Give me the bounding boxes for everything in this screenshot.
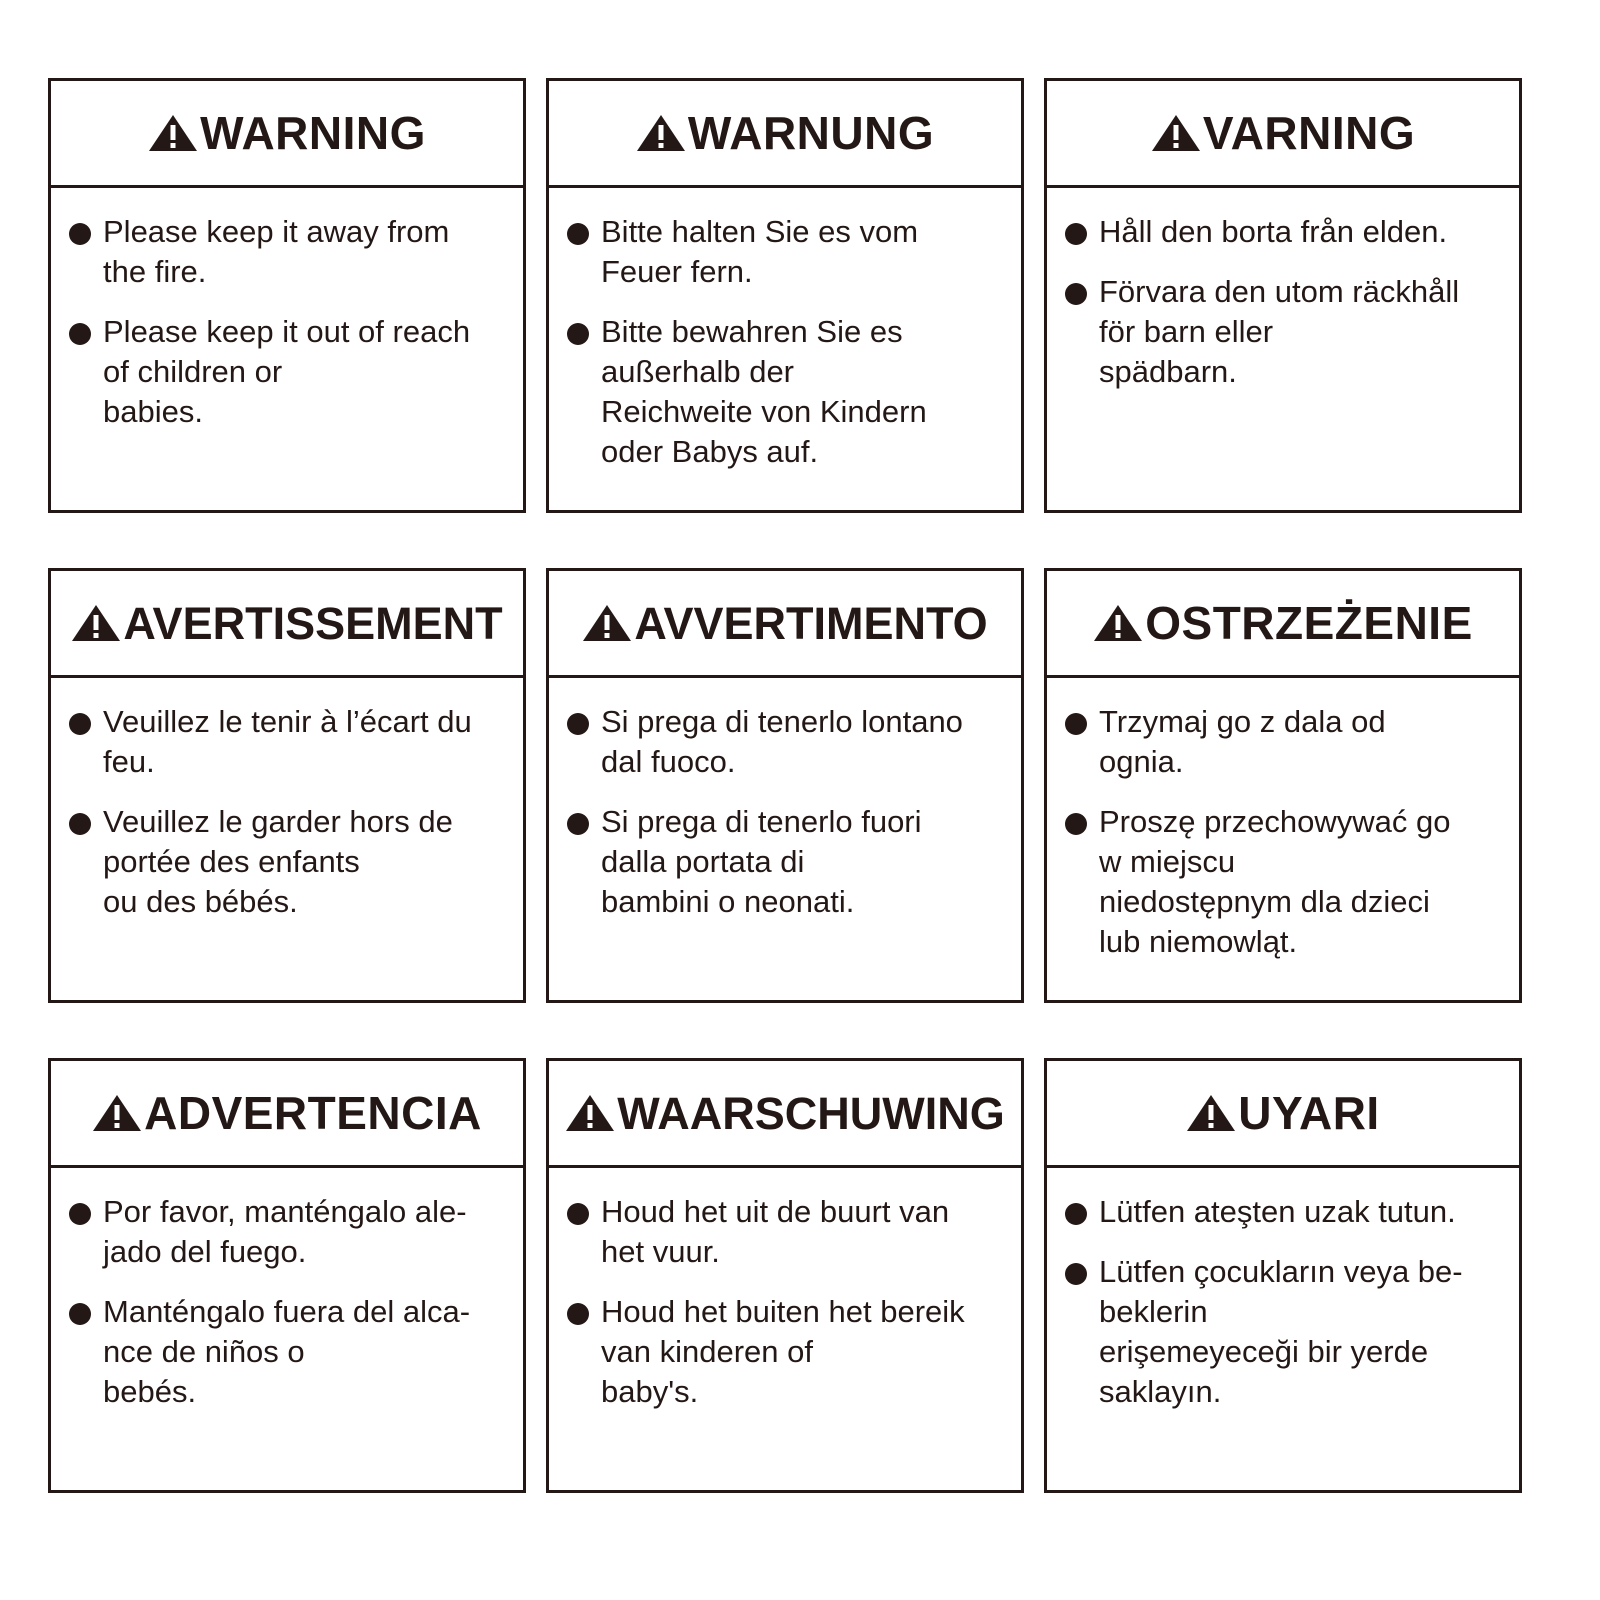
card-title: VARNING xyxy=(1202,107,1416,159)
card-body xyxy=(549,1168,1021,1432)
item-text: Houd het uit de buurt van het vuur. xyxy=(601,1194,950,1269)
item-text: Lütfen ateşten uzak tutun. xyxy=(1099,1194,1456,1229)
warning-card-spanish xyxy=(48,1058,526,1493)
item-text: Trzymaj go z dala od ognia. xyxy=(1099,704,1386,779)
card-body xyxy=(51,1168,523,1432)
item-text: Houd het buiten het bereik van kinderen of baby's. xyxy=(601,1294,965,1409)
bullet-icon xyxy=(1065,1263,1087,1285)
warning-card-french xyxy=(48,568,526,1003)
item-text: Veuillez le tenir à l’écart du feu. xyxy=(103,704,472,779)
card-body xyxy=(1047,678,1519,982)
warning-triangle-icon xyxy=(582,604,632,642)
warning-card-english xyxy=(48,78,526,513)
card-body xyxy=(51,678,523,942)
bullet-icon xyxy=(567,713,589,735)
warning-card-polish xyxy=(1044,568,1522,1003)
list-item xyxy=(1065,1192,1503,1232)
card-title: ADVERTENCIA xyxy=(144,1087,482,1139)
card-header xyxy=(51,1061,523,1168)
item-text: Lütfen çocukların veya be- beklerin erişemeyeceği bir yerde saklayın. xyxy=(1099,1254,1463,1409)
bullet-icon xyxy=(69,1303,91,1325)
bullet-icon xyxy=(69,813,91,835)
item-text: Bitte halten Sie es vom Feuer fern. xyxy=(601,214,919,289)
item-text: Manténgalo fuera del alca- nce de niños o bebés. xyxy=(103,1294,471,1409)
warning-card-german xyxy=(546,78,1024,513)
item-text: Proszę przechowywać go w miejscu niedostępnym dla dzieci lub niemowląt. xyxy=(1099,804,1451,959)
item-text: Please keep it away from the fire. xyxy=(103,214,450,289)
warning-triangle-icon xyxy=(1186,1094,1236,1132)
bullet-icon xyxy=(69,1203,91,1225)
bullet-icon xyxy=(1065,813,1087,835)
item-text: Si prega di tenerlo fuori dalla portata di bambini o neonati. xyxy=(601,804,922,919)
list-item xyxy=(69,312,507,432)
list-item xyxy=(69,1292,507,1412)
bullet-icon xyxy=(69,713,91,735)
list-item xyxy=(567,312,1005,472)
card-body xyxy=(549,188,1021,492)
card-header xyxy=(1047,571,1519,678)
bullet-icon xyxy=(1065,1203,1087,1225)
card-body xyxy=(1047,188,1519,412)
warning-triangle-icon xyxy=(71,604,121,642)
bullet-icon xyxy=(567,1203,589,1225)
warning-triangle-icon xyxy=(565,1094,615,1132)
warning-card-italian xyxy=(546,568,1024,1003)
card-header xyxy=(549,1061,1021,1168)
list-item xyxy=(567,1292,1005,1412)
card-header xyxy=(1047,1061,1519,1168)
warning-labels-grid xyxy=(48,78,1560,1493)
warning-card-dutch xyxy=(546,1058,1024,1493)
card-title: AVERTISSEMENT xyxy=(123,597,503,649)
list-item xyxy=(567,1192,1005,1272)
list-item xyxy=(1065,212,1503,252)
bullet-icon xyxy=(1065,713,1087,735)
bullet-icon xyxy=(69,323,91,345)
bullet-icon xyxy=(567,1303,589,1325)
card-title: WAARSCHUWING xyxy=(617,1087,1005,1139)
card-title: OSTRZEŻENIE xyxy=(1145,597,1473,649)
card-header xyxy=(51,81,523,188)
warning-triangle-icon xyxy=(148,114,198,152)
card-body xyxy=(549,678,1021,942)
item-text: Si prega di tenerlo lontano dal fuoco. xyxy=(601,704,963,779)
warning-triangle-icon xyxy=(636,114,686,152)
item-text: Veuillez le garder hors de portée des enfants ou des bébés. xyxy=(103,804,453,919)
list-item xyxy=(567,702,1005,782)
card-title: WARNING xyxy=(200,107,426,159)
item-text: Por favor, manténgalo ale- jado del fuego. xyxy=(103,1194,467,1269)
list-item xyxy=(69,1192,507,1272)
card-body xyxy=(1047,1168,1519,1432)
card-header xyxy=(549,81,1021,188)
card-header xyxy=(549,571,1021,678)
warning-card-turkish xyxy=(1044,1058,1522,1493)
card-title: AVVERTIMENTO xyxy=(634,597,988,649)
bullet-icon xyxy=(1065,223,1087,245)
list-item xyxy=(69,702,507,782)
warning-triangle-icon xyxy=(92,1094,142,1132)
warning-triangle-icon xyxy=(1151,114,1201,152)
warning-triangle-icon xyxy=(1093,604,1143,642)
bullet-icon xyxy=(1065,283,1087,305)
list-item xyxy=(1065,272,1503,392)
card-header xyxy=(51,571,523,678)
list-item xyxy=(69,212,507,292)
card-title: WARNUNG xyxy=(687,107,935,159)
item-text: Förvara den utom räckhåll för barn eller spädbarn. xyxy=(1099,274,1460,389)
list-item xyxy=(1065,1252,1503,1412)
card-title: UYARI xyxy=(1238,1087,1380,1139)
item-text: Bitte bewahren Sie es außerhalb der Reichweite von Kindern oder Babys auf. xyxy=(601,314,927,469)
list-item xyxy=(69,802,507,922)
item-text: Håll den borta från elden. xyxy=(1099,214,1448,249)
card-header xyxy=(1047,81,1519,188)
card-body xyxy=(51,188,523,452)
list-item xyxy=(1065,802,1503,962)
bullet-icon xyxy=(567,813,589,835)
list-item xyxy=(567,802,1005,922)
bullet-icon xyxy=(69,223,91,245)
warning-card-swedish xyxy=(1044,78,1522,513)
list-item xyxy=(1065,702,1503,782)
item-text: Please keep it out of reach of children or babies. xyxy=(103,314,471,429)
bullet-icon xyxy=(567,223,589,245)
list-item xyxy=(567,212,1005,292)
bullet-icon xyxy=(567,323,589,345)
